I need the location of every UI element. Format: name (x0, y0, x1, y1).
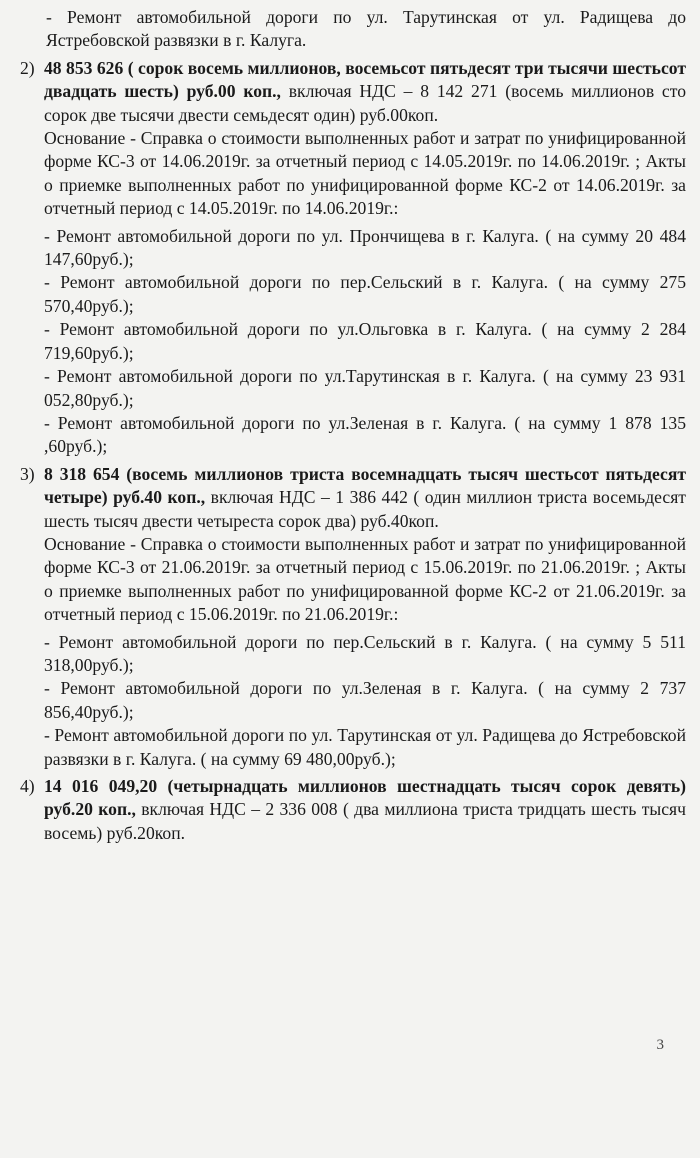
list-item: - Ремонт автомобильной дороги по ул.Зеленая в г. Калуга. ( на сумму 1 878 135 ,60руб.); (44, 412, 686, 457)
list-item: - Ремонт автомобильной дороги по ул. Прончищева в г. Калуга. ( на сумму 20 484 147,60руб.); (44, 225, 686, 270)
payment-item-4 (18, 775, 686, 845)
amount-bold: 14 016 049,20 (четырнадцать миллионов шестнадцать тысяч сорок девять) руб.20 коп., (44, 776, 686, 820)
list-item: - Ремонт автомобильной дороги по пер.Сельский в г. Калуга. ( на сумму 5 511 318,00руб.); (44, 631, 686, 675)
list-item: - Ремонт автомобильной дороги по ул.Тарутинская в г. Калуга. ( на сумму 23 931 052,80руб.); (44, 366, 686, 410)
item-number: 2) (20, 57, 35, 78)
list-item: - Ремонт автомобильной дороги по пер.Сельский в г. Калуга. ( на сумму 275 570,40руб.); (44, 272, 686, 316)
item-number: 4) (20, 776, 35, 796)
basis-text: Основание - Справка о стоимости выполненных работ и затрат по унифицированной форме КС-3 от 21.06.2019г. за отчетный период с 15.06.2019г. по 21.06.2019г. ; Акты о приемке выполненных работ по унифицированной форме КС-2 от 21.06.2019г. за отчетный период с 15.06.2019г. по 21.06.2019г.: (44, 533, 686, 625)
item-amount (44, 463, 686, 533)
list-item: - Ремонт автомобильной дороги по ул. Тарутинская от ул. Радищева до Ястребовской развязки в г. Калуга. ( на сумму 69 480,00руб.); (44, 725, 686, 769)
vat-text: включая НДС – 1 386 442 ( один миллион триста восемьдесят шесть тысяч двести четыреста сорок два) руб.40коп. (44, 487, 686, 531)
list-item: - Ремонт автомобильной дороги по ул.Ольговка в г. Калуга. ( на сумму 2 284 719,60руб.); (44, 319, 686, 363)
amount-bold: 48 853 626 ( сорок восемь миллионов, восемьсот пятьдесят три тысячи шестьсот двадцать шесть) руб.00 коп., (44, 57, 686, 102)
item-number: 3) (20, 463, 35, 484)
basis-text: Основание - Справка о стоимости выполненных работ и затрат по унифицированной форме КС-3 от 14.06.2019г. за отчетный период с 14.05.2019г. по 14.06.2019г. ; Акты о приемке выполненных работ по унифицированной форме КС-2 от 14.06.2019г. за отчетный период с 14.05.2019г. по 14.06.2019г.: (44, 128, 686, 219)
amount-bold: 8 318 654 (восемь миллионов триста восемнадцать тысяч шестьсот пятьдесят четыре) руб.40 коп., (44, 463, 686, 508)
item-amount (44, 775, 686, 845)
list-item: - Ремонт автомобильной дороги по ул.Зеленая в г. Калуга. ( на сумму 2 737 856,40руб.); (44, 678, 686, 722)
works-list (44, 225, 686, 459)
vat-text: включая НДС – 8 142 271 (восемь миллионов сто сорок две тысячи двести семьдесят один) руб.00коп. (44, 81, 686, 125)
page-number: 3 (656, 1037, 664, 1053)
vat-text: включая НДС – 2 336 008 ( два миллиона триста тридцать шесть тысяч восемь) руб.20коп. (44, 799, 686, 843)
payment-item-3 (18, 463, 686, 771)
works-list (44, 631, 686, 771)
intro-line: - Ремонт автомобильной дороги по ул. Тарутинская от ул. Радищева до Ястребовской развязки в г. Калуга. (46, 7, 686, 51)
payment-item-2 (18, 57, 686, 459)
item-amount (44, 57, 686, 127)
